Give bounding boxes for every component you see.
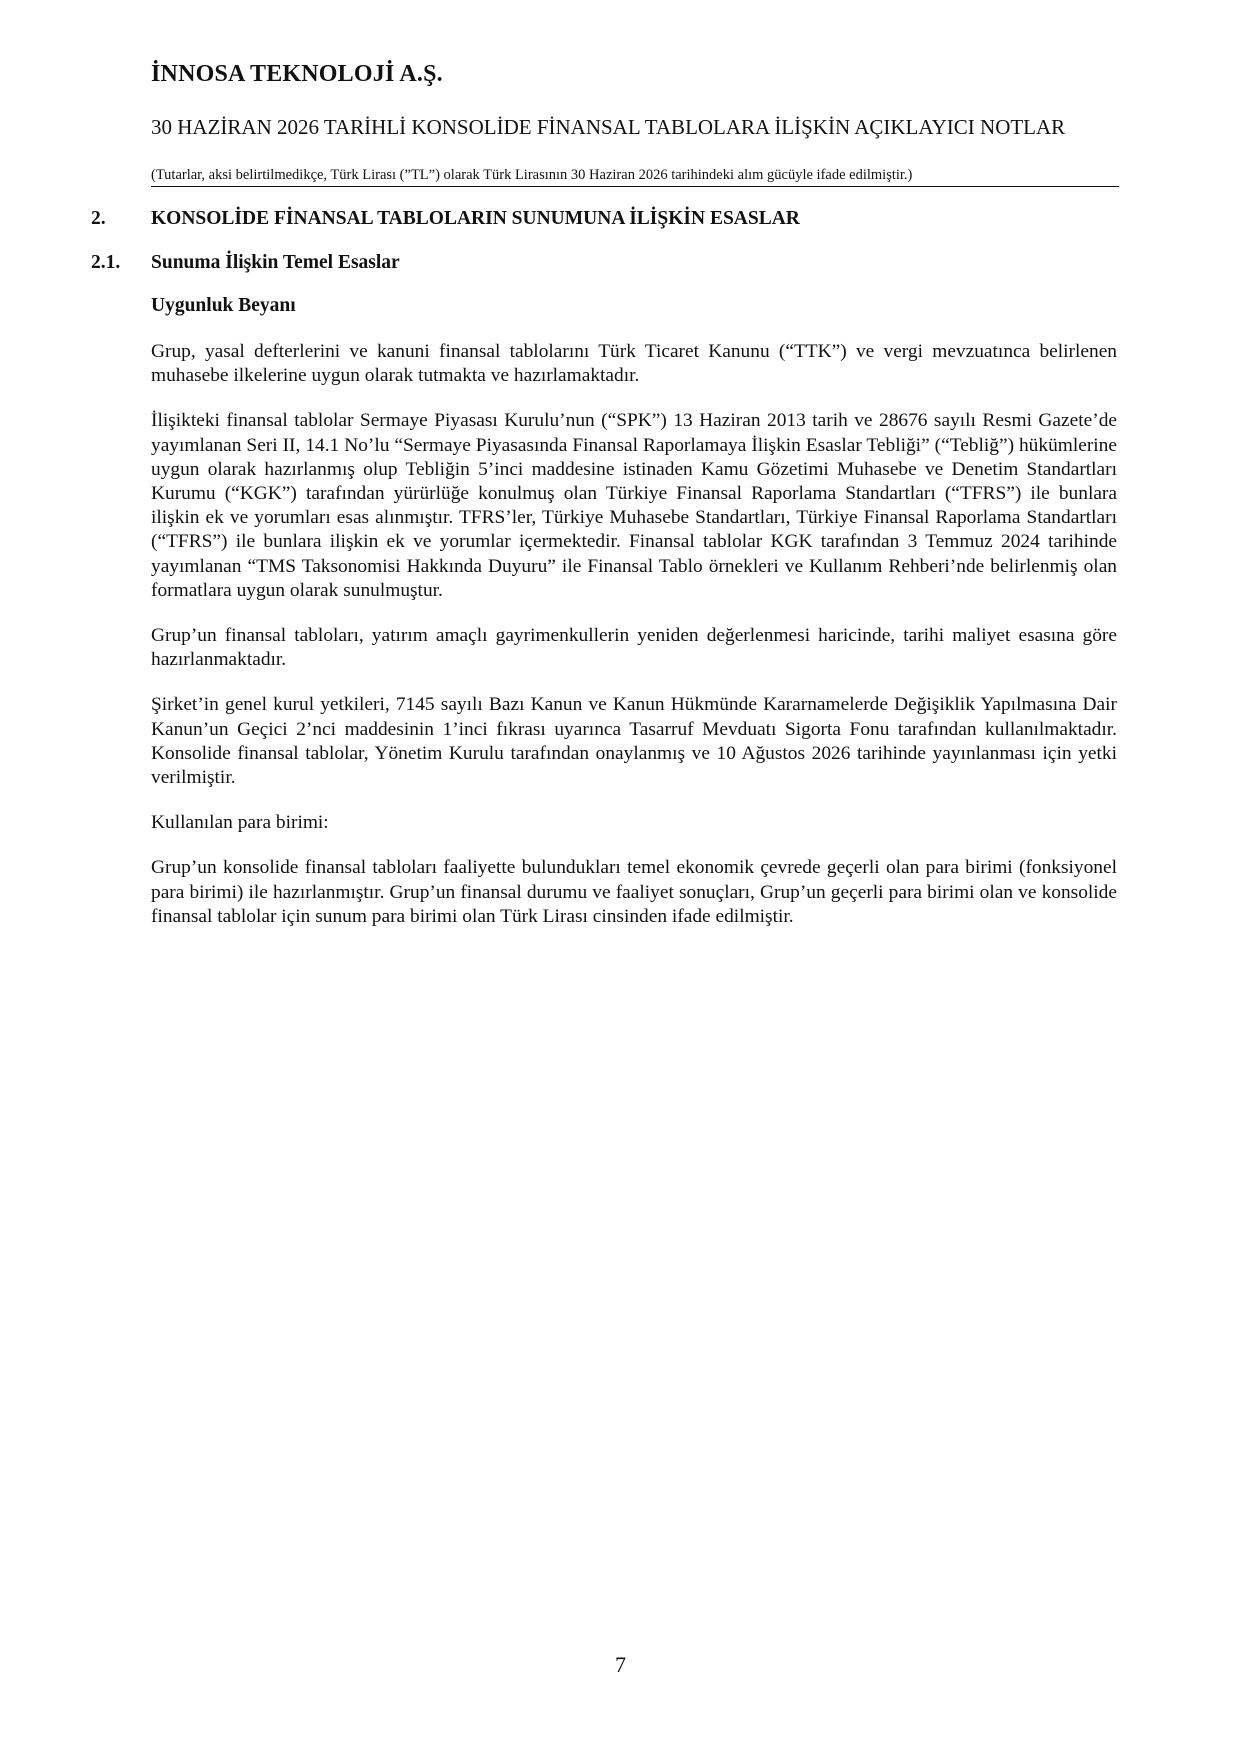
section-title: KONSOLİDE FİNANSAL TABLOLARIN SUNUMUNA İLİŞKİN ESASLAR [151, 208, 800, 229]
paragraph: Grup, yasal defterlerini ve kanuni finansal tablolarını Türk Ticaret Kanunu (“TTK”) ve vergi mevzuatınca belirlenen muhasebe ilkelerine uygun olarak tutmakta ve hazırlamaktadır. [151, 341, 1117, 387]
page-number: 7 [615, 1652, 626, 1677]
body-text [151, 340, 1117, 950]
paragraph: Şirket’in genel kurul yetkileri, 7145 sayılı Bazı Kanun ve Kanun Hükmünde Kararnamelerde Değişiklik Yapılmasına Dair Kanun’un Geçici 2’nci maddesinin 1’inci fıkrası uyarınca Tasarruf Mevduatı Sigorta Fonu tarafından kullanılmaktadır. Konsolide finansal tablolar, Yönetim Kurulu tarafından onaylanmış ve 10 Ağustos 2026 tarihinde yayınlanması için yetki verilmiştir. [151, 694, 1117, 789]
paragraph: Grup’un finansal tabloları, yatırım amaçlı gayrimenkullerin yeniden değerlenmesi haricinde, tarihi maliyet esasına göre hazırlanmaktadır. [151, 625, 1117, 671]
paragraph: İlişikteki finansal tablolar Sermaye Piyasası Kurulu’nun (“SPK”) 13 Haziran 2013 tarih ve 28676 sayılı Resmi Gazete’de yayımlanan Seri II, 14.1 No’lu “Sermaye Piyasasında Finansal Raporlamaya İlişkin Esaslar Tebliği” (“Tebliğ”) hükümlerine uygun olarak hazırlanmış olup Tebliğin 5’inci maddesine istinaden Kamu Gözetimi Muhasebe ve Denetim Standartları Kurumu (“KGK”) tarafından yürürlüğe konulmuş olan Türkiye Finansal Raporlama Standartları (“TFRS”) ile bunlara ilişkin ek ve yorumları esas alınmıştır. TFRS’ler, Türkiye Muhasebe Standartları, Türkiye Finansal Raporlama Standartları (“TFRS”) ile bunlara ilişkin ek ve yorumlar içermektedir. Finansal tablolar KGK tarafından 3 Temmuz 2024 tarihinde yayımlanan “TMS Taksonomisi Hakkında Duyuru” ile Finansal Tablo örnekleri ve Kullanım Rehberi’nde belirlenmiş olan formatlara uygun olarak sunulmuştur. [151, 410, 1117, 601]
currency-label: Kullanılan para birimi: [151, 812, 329, 834]
subsection-heading [91, 252, 400, 274]
section-number: 2. [91, 208, 106, 229]
currency-paragraph: Grup’un konsolide finansal tabloları faaliyette bulundukları temel ekonomik çevrede geçerli olan para birimi (fonksiyonel para birimi) ile hazırlanmıştır. Grup’un finansal durumu ve faaliyet sonuçları, Grup’un geçerli para birimi olan ve konsolide finansal tablolar için sunum para birimi olan Türk Lirası cinsinden ifade edilmiştir. [151, 857, 1117, 927]
compliance-heading: Uygunluk Beyanı [151, 295, 296, 316]
section-heading [91, 208, 800, 230]
subsection-title: Sunuma İlişkin Temel Esaslar [151, 252, 400, 273]
currency-note: (Tutarlar, aksi belirtilmedikçe, Türk Lirası (”TL”) olarak Türk Lirasının 30 Haziran 2026 tarihindeki alım gücüyle ifade edilmiştir.) [151, 167, 913, 183]
header-divider [151, 186, 1119, 187]
company-name: İNNOSA TEKNOLOJİ A.Ş. [151, 61, 443, 87]
subsection-number: 2.1. [91, 252, 121, 273]
document-title: 30 HAZİRAN 2026 TARİHLİ KONSOLİDE FİNANSAL TABLOLARA İLİŞKİN AÇIKLAYICI NOTLAR [151, 115, 1066, 139]
